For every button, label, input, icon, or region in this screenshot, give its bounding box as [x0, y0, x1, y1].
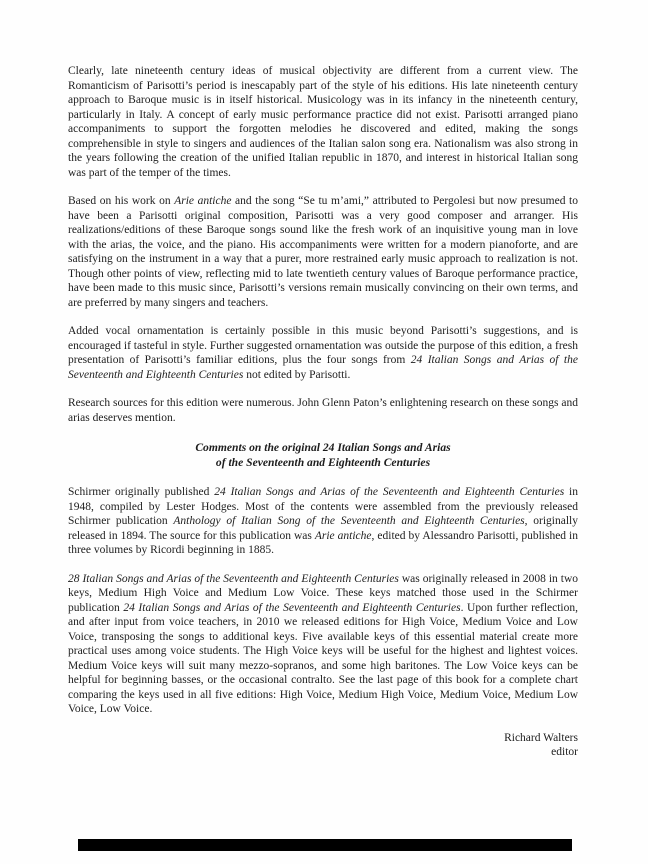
italic-title-segment: 24 Italian Songs and Arias of the Seventeenth and Eighteenth Centuries: [68, 354, 578, 381]
text-segment: Added vocal ornamentation is certainly possible in this music beyond Parisotti’s suggestions, and is encouraged if tasteful in style. Further suggested ornamentation was outside the purpose of this edition, a fresh presentation of Parisotti’s familiar editions, plus the four songs from: [68, 325, 578, 366]
body-text: [68, 64, 578, 760]
page-edge-bar: [78, 839, 572, 851]
paragraph-5: [68, 485, 578, 558]
section-heading: [68, 441, 578, 470]
section-heading-line2: of the Seventeenth and Eighteenth Centuries: [215, 455, 431, 469]
italic-title-segment: 24 Italian Songs and Arias of the Seventeenth and Eighteenth Centuries: [123, 601, 461, 614]
paragraph-6: [68, 572, 578, 717]
paragraph-2: [68, 194, 578, 310]
italic-title-segment: Arie antiche: [174, 195, 232, 207]
text-segment: , originally released in 1894. The source for this publication was: [68, 515, 578, 542]
italic-title-segment: Anthology of Italian Song of the Seventeenth and Eighteenth Centuries: [173, 515, 525, 527]
text-segment: in 1948, compiled by Lester Hodges. Most of the contents were assembled from the previously released Schirmer publication: [68, 486, 579, 527]
text-segment: Research sources for this edition were numerous. John Glenn Paton’s enlightening research on these songs and arias deserves mention.: [68, 397, 578, 424]
text-segment: was originally released in 2008 in two keys, Medium High Voice and Medium Low Voice. These keys matched those used in the Schirmer publication: [68, 572, 579, 614]
text-segment: . Upon further reflection, and after input from voice teachers, in 2010 we released editions for High Voice, Medium Voice and Low Voice, transposing the songs to additional keys. Five available keys of this essential material create more practical uses among voice students. The High Voice keys will be useful for the highest and lightest voices. Medium Voice keys will suit many mezzo-sopranos, and some high baritones. The Low Voice keys can be helpful for beginning basses, or the occasional contralto. See the last page of this book for a complete chart comparing the keys used in all five editions: High Voice, Medium High Voice, Medium Voice, Medium Low Voice, Low Voice.: [68, 601, 579, 715]
text-segment: Based on his work on: [68, 195, 175, 207]
signature-name: Richard Walters: [504, 731, 578, 744]
text-segment: , edited by Alessandro Parisotti, published in three volumes by Ricordi beginning in 1885.: [68, 529, 578, 556]
text-segment: not edited by Parisotti.: [243, 368, 351, 381]
italic-title-segment: 28 Italian Songs and Arias of the Seventeenth and Eighteenth Centuries: [68, 572, 399, 585]
signature-role: editor: [551, 746, 578, 758]
section-heading-line1: Comments on the original 24 Italian Songs and Arias: [195, 441, 451, 454]
signature-block: [68, 731, 578, 760]
text-segment: and the song “Se tu m’ami,” attributed to Pergolesi but now presumed to have been a Parisotti original composition, Parisotti was a very good composer and arranger. His realizations/editions of these Baroque songs sound like the fresh work of an inquisitive young man in love with the arias, the voice, and the piano. His accompaniments were written for a modern pianoforte, and are satisfying on the instrument in a way that a purer, more restrained early music approach to realization is not. Though other points of view, reflecting mid to late twentieth century values of Baroque performance practice, have been made to this music since, Parisotti’s versions remain musically convincing on their own terms, and are preferred by many singers and teachers.: [68, 195, 578, 309]
text-segment: Clearly, late nineteenth century ideas of musical objectivity are different from a current view. The Romanticism of Parisotti’s period is inescapably part of the style of his editions. His late nineteenth century approach to Baroque music is in itself historical. Musicology was in its infancy in the nineteenth century, particularly in Italy. A concept of early music performance practice did not exist. Parisotti arranged piano accompaniments to support the forgotten melodies he discovered and edited, making the songs comprehensible in style to singers and audiences of the Italian salon song era. Nationalism was also strong in the years following the creation of the unified Italian republic in 1870, and interest in historical Italian song was part of the temper of the times.: [68, 65, 578, 179]
text-segment: Schirmer originally published: [68, 486, 215, 498]
italic-title-segment: Arie antiche: [314, 529, 372, 542]
paragraph-4: [68, 396, 578, 425]
paragraph-3: [68, 324, 578, 382]
paragraph-1: [68, 64, 578, 180]
italic-title-segment: 24 Italian Songs and Arias of the Seventeenth and Eighteenth Centuries: [214, 486, 565, 498]
